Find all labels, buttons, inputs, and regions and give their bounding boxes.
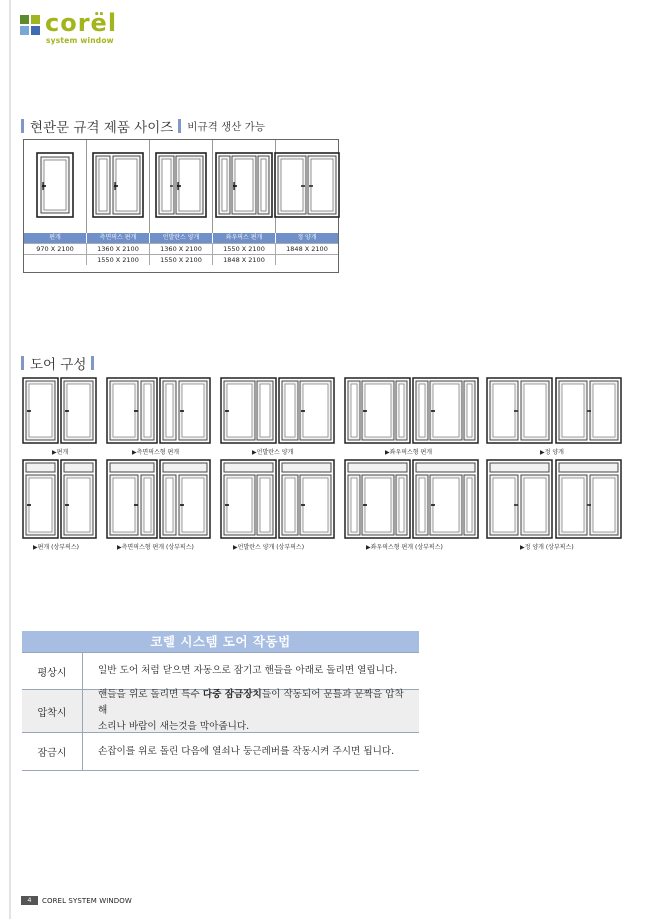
spec-cell: [24, 255, 87, 265]
door-config-single-topfix: [22, 459, 97, 539]
door-drawing-double: [276, 140, 338, 233]
door-config-unbalanced: [220, 377, 335, 444]
door-config-unbalanced-topfix: [220, 459, 335, 539]
header-bar-icon: [91, 356, 94, 370]
operation-row: [22, 733, 419, 771]
operation-text-line: [98, 687, 411, 719]
footer-brand: COREL SYSTEM WINDOW: [42, 896, 132, 905]
door-operation-table: [22, 631, 419, 771]
operation-text-part: 들이 작동되어 문틀과 문짝을 압착해: [98, 689, 404, 716]
spec-section-title: 현관문 규격 제품 사이즈: [30, 120, 174, 136]
door-drawing-both-fix: [213, 140, 276, 233]
operation-row: [22, 690, 419, 733]
spec-cell: 1360 X 2100: [150, 244, 213, 254]
operation-label: 압착시: [22, 690, 83, 732]
door-config-both-fix-topfix: [344, 459, 479, 539]
door-caption: ▶정 양개 (상부픽스): [520, 544, 574, 551]
page-number: 4: [21, 896, 38, 905]
spec-cell: 1550 X 2100: [87, 255, 150, 265]
spec-cell: 1848 X 2100: [213, 255, 276, 265]
operation-text-part: 핸들을 위로 돌리면 특수: [98, 689, 203, 700]
door-caption: ▶측면픽스형 편개 (상부픽스): [117, 544, 194, 551]
door-caption: ▶좌우픽스형 편개 (상부픽스): [366, 544, 443, 551]
spec-cell: 1848 X 2100: [286, 245, 328, 253]
spec-cell: 1550 X 2100: [213, 244, 276, 254]
door-caption: ▶편개: [52, 449, 69, 456]
spec-section-header: [21, 116, 265, 136]
door-section-title: 도어 구성: [30, 357, 87, 373]
header-bar-icon: [178, 119, 181, 133]
spec-cell: [276, 255, 338, 265]
operation-description: [83, 733, 419, 770]
logo-tagline: system window: [46, 36, 114, 45]
operation-table-title: 코렐 시스템 도어 작동법: [22, 631, 419, 652]
door-drawing-side-fix: [87, 140, 150, 233]
door-section-header: [21, 353, 100, 373]
door-caption: ▶측면픽스형 편개: [132, 449, 180, 456]
header-bar-icon: [21, 119, 24, 133]
operation-description: [83, 653, 419, 689]
spec-col-header: 측면픽스 편개: [87, 233, 150, 243]
door-config-double-topfix: [486, 459, 622, 539]
door-config-side-fix-topfix: [106, 459, 211, 539]
operation-text-emphasis: 다중 잠금장치: [202, 689, 262, 700]
operation-row: [22, 652, 419, 690]
header-bar-icon: [21, 356, 24, 370]
operation-text-line: 일반 도어 처럼 닫으면 자동으로 잠기고 핸들을 아래로 돌리면 열립니다.: [98, 665, 398, 676]
door-caption: ▶언발란스 양개 (상부픽스): [233, 544, 305, 551]
spec-col-header: 좌우픽스 편개: [213, 233, 276, 243]
operation-description: [83, 690, 419, 732]
spec-col-header: 언발란스 양개: [150, 233, 213, 243]
spec-table-header: [24, 233, 338, 243]
spec-col-header: 정 양개: [297, 234, 317, 241]
operation-text-line: 손잡이를 위로 돌린 다음에 열쇠나 둥근레버를 작동시켜 주시면 됩니다.: [98, 745, 395, 757]
spec-col-header: 편개: [24, 233, 87, 243]
spec-section-subtitle: 비규격 생산 가능: [187, 120, 265, 133]
page-footer: [21, 896, 132, 905]
door-config-both-fix: [344, 377, 479, 444]
operation-label: 평상시: [22, 653, 83, 689]
spec-table-row: [24, 243, 338, 254]
door-caption: ▶정 양개: [540, 449, 564, 456]
spec-cell: 1550 X 2100: [150, 255, 213, 265]
page-spine-line: [9, 0, 11, 919]
door-drawing-unbalanced: [150, 140, 213, 233]
spec-cell: 970 X 2100: [24, 244, 87, 254]
door-config-single: [22, 377, 97, 444]
door-caption: ▶편개 (상부픽스): [33, 544, 79, 551]
spec-cell: 1360 X 2100: [87, 244, 150, 254]
size-spec-table: [23, 139, 339, 273]
door-caption: ▶좌우픽스형 편개: [385, 449, 433, 456]
spec-table-row: [24, 254, 338, 265]
door-config-side-fix: [106, 377, 211, 444]
door-drawing-single: [24, 140, 87, 233]
logo-icon: [20, 15, 42, 37]
operation-label: 잠금시: [22, 733, 83, 770]
door-caption: ▶언발란스 양개: [252, 449, 294, 456]
logo-wordmark: corël: [45, 9, 118, 37]
operation-text-line: 소리나 바람이 새는것을 막아줍니다.: [98, 721, 250, 732]
door-config-double: [486, 377, 622, 444]
